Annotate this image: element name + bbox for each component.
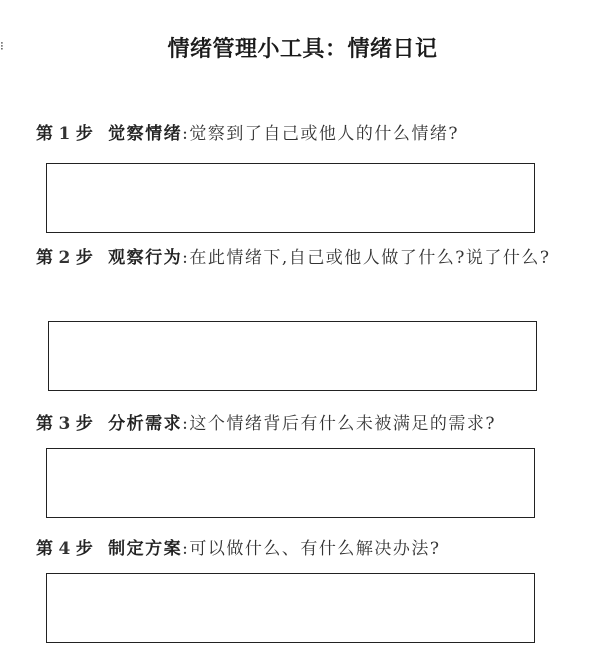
step-1-question: :觉察到了自己或他人的什么情绪? xyxy=(182,124,459,144)
step-3-heading: 分析需求 xyxy=(108,414,183,434)
step-2-number: 2 xyxy=(58,248,72,268)
step-2-answer-box[interactable] xyxy=(48,321,537,391)
step-1-prefix: 第 xyxy=(36,124,55,144)
step-4-unit: 步 xyxy=(75,539,95,559)
step-4-prefix: 第 xyxy=(36,539,55,559)
step-3-answer-box[interactable] xyxy=(46,448,535,518)
step-1-heading: 觉察情绪 xyxy=(108,124,183,144)
step-4-number: 4 xyxy=(58,539,72,559)
step-1-number: 1 xyxy=(58,124,72,144)
page-edge-mark: ⁝ xyxy=(0,39,4,53)
step-4-heading: 制定方案 xyxy=(108,539,183,559)
step-4-question: :可以做什么、有什么解决办法? xyxy=(182,539,441,559)
step-2-question: :在此情绪下,自己或他人做了什么?说了什么? xyxy=(182,248,551,268)
step-1-prompt xyxy=(36,112,591,156)
page-title: 情绪管理小工具：情绪日记 xyxy=(167,36,438,62)
step-2-prefix: 第 xyxy=(36,248,55,268)
step-1-answer-box[interactable] xyxy=(46,163,535,233)
step-3-question: :这个情绪背后有什么未被满足的需求? xyxy=(182,414,496,434)
step-2-prompt xyxy=(36,236,591,280)
step-1-unit: 步 xyxy=(75,124,95,144)
step-3-unit: 步 xyxy=(75,414,95,434)
step-4-prompt xyxy=(36,527,591,571)
step-4-answer-box[interactable] xyxy=(46,573,535,643)
step-3-prompt xyxy=(36,402,591,446)
step-2-unit: 步 xyxy=(75,248,95,268)
step-3-prefix: 第 xyxy=(36,414,55,434)
step-3-number: 3 xyxy=(58,414,72,434)
step-2-heading: 观察行为 xyxy=(108,248,183,268)
